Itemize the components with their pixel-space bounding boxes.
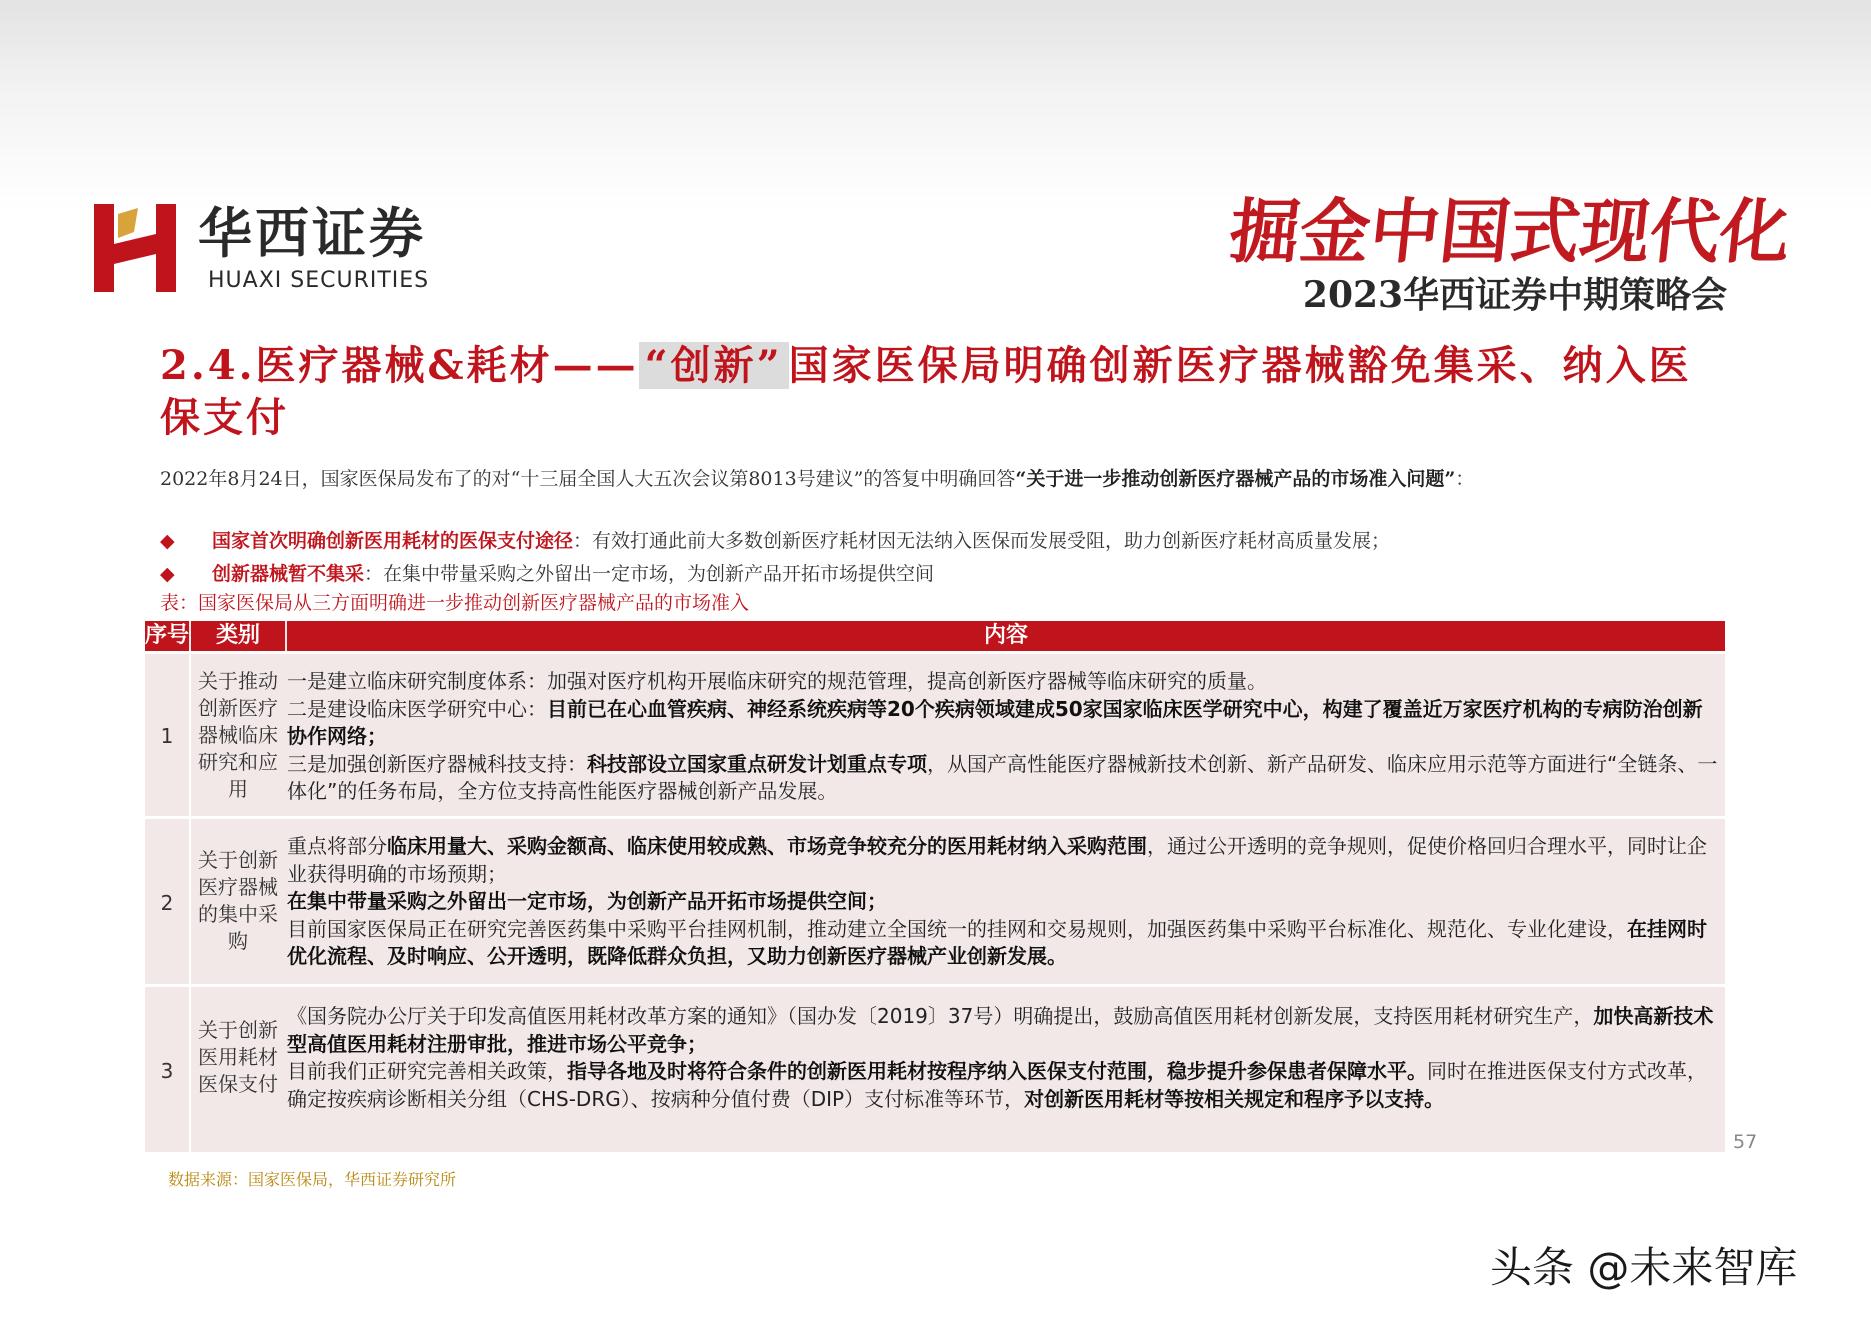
bullet-lead: 国家首次明确创新医用耗材的医保支付途径 bbox=[212, 530, 574, 552]
content-text: 《国务院办公厅关于印发高值医用耗材改革方案的通知》（国办发〔2019〕37号）明确提出，鼓励高值医用耗材创新发展，支持医用耗材研究生产， bbox=[287, 1004, 1594, 1028]
intro-text: 2022年8月24日，国家医保局发布了的对“十三届全国人大五次会议第8013号建议”的答复中明确回答 bbox=[160, 468, 1016, 490]
content-bold: 在挂网时优化流程、及时响应、公开透明，既降低群众负担，又助力创新医疗器械产业创新发展。 bbox=[287, 916, 1707, 968]
content-line bbox=[287, 916, 1719, 971]
title-part2: 国家医保局明确创新医疗器械豁免集采、纳入医保支付 bbox=[160, 342, 1692, 441]
content-text: 重点将部分 bbox=[287, 834, 387, 858]
content-text: ，从国产高性能医疗器械新技术创新、新产品研发、临床应用示范等方面进行“全链条、一体化”的任务布局，全方位支持高性能医疗器械创新产品发展。 bbox=[287, 751, 1718, 803]
watermark: 头条 @未来智库 bbox=[1490, 1243, 1798, 1292]
table-row bbox=[145, 984, 1725, 1155]
header-content: 内容 bbox=[287, 621, 1725, 651]
content-bold: 临床用量大、采购金额高、临床使用较成熟、市场竞争较充分的医用耗材纳入采购范围 bbox=[387, 834, 1147, 858]
bullet-lead: 创新器械暂不集采 bbox=[212, 563, 365, 585]
row-content bbox=[287, 833, 1719, 971]
content-line: 在集中带量采购之外留出一定市场，为创新产品开拓市场提供空间； bbox=[287, 889, 887, 913]
row-num: 1 bbox=[145, 654, 191, 819]
diamond-icon: ◆ bbox=[160, 563, 175, 585]
row-category: 关于推动创新医疗器械临床研究和应用 bbox=[198, 669, 278, 801]
row-category: 关于创新医疗器械的集中采购 bbox=[198, 848, 278, 953]
intro-paragraph bbox=[160, 464, 1730, 494]
policy-table bbox=[145, 621, 1725, 1152]
content-bold: 目前已在心血管疾病、神经系统疾病等20个疾病领域建成50家国家临床医学研究中心，构建了覆盖近万家医疗机构的专病防治创新协作网络； bbox=[287, 696, 1703, 748]
title-highlight: “创新” bbox=[639, 342, 789, 389]
intro-tail: ： bbox=[1455, 468, 1475, 490]
content-bold: 对创新医用耗材等按相关规定和程序予以支持。 bbox=[1024, 1086, 1445, 1111]
bullet-text: ：有效打通此前大多数创新医疗耗材因无法纳入医保而发展受阻，助力创新医疗耗材高质量发展； bbox=[573, 530, 1391, 552]
header-category: 类别 bbox=[191, 621, 285, 651]
table-caption: 表：国家医保局从三方面明确进一步推动创新医疗器械产品的市场准入 bbox=[160, 592, 750, 614]
row-content bbox=[287, 1003, 1719, 1113]
row-num: 2 bbox=[145, 819, 191, 987]
content-line bbox=[287, 696, 1719, 751]
content-line bbox=[287, 1058, 1719, 1113]
content-line bbox=[287, 751, 1719, 806]
header-num: 序号 bbox=[145, 621, 189, 651]
row-category: 关于创新医用耗材医保支付 bbox=[198, 1018, 278, 1096]
content-text: ，通过公开透明的竞争规则，促使价格回归合理水平，同时让企业获得明确的市场预期； bbox=[287, 834, 1707, 886]
row-num: 3 bbox=[145, 987, 191, 1155]
content-text: 二是建设临床医学研究中心： bbox=[287, 696, 547, 721]
intro-bold: “关于进一步推动创新医疗器械产品的市场准入问题” bbox=[1015, 468, 1456, 490]
data-source: 数据来源：国家医保局，华西证券研究所 bbox=[168, 1170, 457, 1189]
sub-slogan: 2023华西证券中期策略会 bbox=[1302, 274, 1728, 316]
table-row bbox=[145, 651, 1725, 819]
huaxi-logo-icon bbox=[94, 204, 176, 292]
row-content bbox=[287, 668, 1719, 806]
slogan: 掘金中国式现代化 bbox=[1225, 190, 1795, 273]
content-text: 三是加强创新医疗器械科技支持： bbox=[287, 751, 587, 776]
content-line bbox=[287, 1003, 1719, 1058]
brand-name-cn: 华西证券 bbox=[198, 201, 426, 265]
content-bold: 指导各地及时将符合条件的创新医用耗材按程序纳入医保支付范围，稳步提升参保患者保障水平。 bbox=[567, 1059, 1427, 1083]
page-number: 57 bbox=[1733, 1131, 1758, 1153]
page-title bbox=[160, 340, 1720, 444]
content-text: 目前我们正研究完善相关政策， bbox=[287, 1059, 567, 1083]
content-bold: 加快高新技术型高值医用耗材注册审批，推进市场公平竞争； bbox=[287, 1004, 1714, 1056]
brand-name-en: HUAXI SECURITIES bbox=[208, 268, 430, 293]
bullet-item bbox=[160, 560, 1730, 588]
bullet-item bbox=[160, 527, 1730, 555]
diamond-icon: ◆ bbox=[160, 530, 175, 552]
content-bold: 科技部设立国家重点研发计划重点专项 bbox=[587, 751, 927, 776]
content-line: 一是建立临床研究制度体系：加强对医疗机构开展临床研究的规范管理，提高创新医疗器械等临床研究的质量。 bbox=[287, 669, 1267, 693]
content-text: 目前国家医保局正在研究完善医药集中采购平台挂网机制，推动建立全国统一的挂网和交易规则，加强医药集中采购平台标准化、规范化、专业化建设， bbox=[287, 916, 1627, 941]
table-row bbox=[145, 816, 1725, 987]
content-line bbox=[287, 833, 1719, 888]
title-part1: 2.4.医疗器械&耗材—— bbox=[160, 342, 639, 389]
content-text: 同时在推进医保支付方式改革，确定按疾病诊断相关分组（CHS-DRG）、按病种分值付费（DIP）支付标准等环节， bbox=[287, 1059, 1707, 1111]
bullet-text: ：在集中带量采购之外留出一定市场，为创新产品开拓市场提供空间 bbox=[364, 563, 935, 585]
